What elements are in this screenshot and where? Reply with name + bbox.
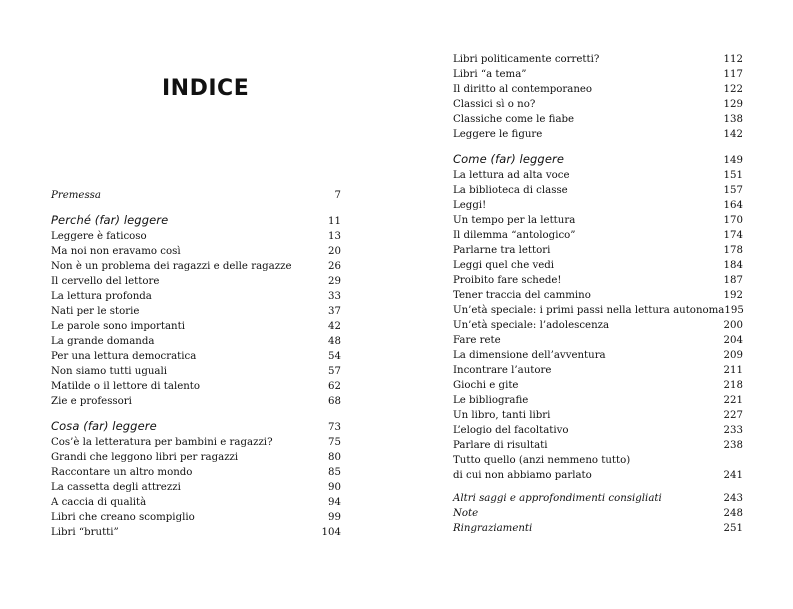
toc-entry-page: 26 [328, 261, 341, 272]
page-title: INDICE [162, 76, 250, 101]
toc-entry-page: 238 [723, 440, 743, 451]
toc-entry-multiline-second [453, 468, 743, 483]
toc-entry-page: 251 [723, 523, 743, 534]
toc-entry-page: 80 [328, 452, 341, 463]
toc-entry-label: A caccia di qualità [51, 497, 147, 508]
toc-entry-page: 29 [328, 276, 341, 287]
toc-entry [453, 288, 743, 303]
toc-entry [453, 97, 743, 112]
toc-right-column [453, 52, 743, 536]
toc-entry-label: La grande domanda [51, 336, 155, 347]
toc-entry-page: 54 [328, 351, 341, 362]
toc-entry [453, 491, 743, 506]
toc-entry [453, 506, 743, 521]
toc-entry [51, 349, 341, 364]
toc-entry-label: Libri che creano scompiglio [51, 512, 195, 523]
toc-entry [453, 82, 743, 97]
toc-entry-label: Leggere è faticoso [51, 231, 147, 242]
toc-entry [453, 363, 743, 378]
toc-entry [453, 183, 743, 198]
toc-section-label: Cosa (far) leggere [51, 419, 157, 433]
toc-entry [453, 348, 743, 363]
toc-entry-label: Classici sì o no? [453, 99, 536, 110]
toc-entry-page: 33 [328, 291, 341, 302]
toc-entry-label: Ringraziamenti [453, 523, 533, 534]
toc-entry [453, 198, 743, 213]
toc-entry [453, 228, 743, 243]
toc-entry-page: 57 [328, 366, 341, 377]
toc-entry-page: 218 [723, 380, 743, 391]
toc-entry-label: Un tempo per la lettura [453, 215, 576, 226]
toc-entry [453, 303, 743, 318]
toc-entry-label: Parlare di risultati [453, 440, 548, 451]
toc-entry-page: 178 [723, 245, 743, 256]
toc-entry-page: 200 [723, 320, 743, 331]
toc-entry-label: La biblioteca di classe [453, 185, 568, 196]
toc-entry-label: Note [453, 508, 479, 519]
toc-entry [51, 450, 341, 465]
toc-entry-page: 94 [328, 497, 341, 508]
toc-entry-page: 142 [723, 129, 743, 140]
toc-entry-page: 99 [328, 512, 341, 523]
toc-entry [51, 525, 341, 540]
toc-entry [453, 67, 743, 82]
toc-entry-page: 37 [328, 306, 341, 317]
toc-entry [453, 438, 743, 453]
toc-entry-page: 192 [723, 290, 743, 301]
toc-entry-label: Raccontare un altro mondo [51, 467, 193, 478]
toc-entry-label: Leggi! [453, 200, 487, 211]
toc-entry-page: 211 [723, 365, 743, 376]
toc-entry [453, 378, 743, 393]
toc-entry-label: Leggere le figure [453, 129, 543, 140]
toc-entry [51, 259, 341, 274]
toc-section-come [453, 150, 743, 168]
toc-entry-label: Libri “brutti” [51, 527, 119, 538]
toc-section-perche [51, 211, 341, 229]
toc-entry-label: Non siamo tutti uguali [51, 366, 168, 377]
toc-entry-page: 209 [723, 350, 743, 361]
toc-entry-label: Il diritto al contemporaneo [453, 84, 593, 95]
toc-entry-label: La lettura ad alta voce [453, 170, 570, 181]
toc-entry-label: Incontrare l’autore [453, 365, 552, 376]
toc-section-page: 149 [723, 155, 743, 166]
toc-entry-label: Parlarne tra lettori [453, 245, 551, 256]
toc-entry-label: Giochi e gite [453, 380, 519, 391]
toc-entry-page: 174 [723, 230, 743, 241]
toc-entry-page: 233 [723, 425, 743, 436]
toc-entry [51, 334, 341, 349]
toc-entry [51, 510, 341, 525]
toc-entry [453, 168, 743, 183]
toc-entry-label: Le parole sono importanti [51, 321, 185, 332]
toc-entry-label: Il dilemma “antologico” [453, 230, 576, 241]
toc-entry [453, 318, 743, 333]
toc-entry-label: Grandi che leggono libri per ragazzi [51, 452, 239, 463]
toc-entry [51, 229, 341, 244]
toc-entry-label: L’elogio del facoltativo [453, 425, 569, 436]
toc-entry-label: Tener traccia del cammino [453, 290, 591, 301]
toc-entry-page: 138 [723, 114, 743, 125]
toc-entry [453, 127, 743, 142]
toc-entry-label: La dimensione dell’avventura [453, 350, 606, 361]
toc-entry [51, 289, 341, 304]
toc-entry-label: Premessa [51, 190, 101, 201]
toc-entry [51, 379, 341, 394]
toc-entry-page: 227 [723, 410, 743, 421]
toc-entry [51, 244, 341, 259]
toc-entry-page: 13 [328, 231, 341, 242]
toc-section-cosa [51, 417, 341, 435]
toc-entry [453, 333, 743, 348]
toc-entry-label: Leggi quel che vedi [453, 260, 555, 271]
toc-entry-label: Libri politicamente corretti? [453, 54, 600, 65]
toc-entry-page: 195 [724, 305, 744, 316]
toc-entry [453, 243, 743, 258]
toc-entry [51, 364, 341, 379]
toc-entry-label: Ma noi non eravamo così [51, 246, 181, 257]
toc-entry-page: 42 [328, 321, 341, 332]
toc-entry-page: 243 [723, 493, 743, 504]
toc-entry [453, 273, 743, 288]
toc-entry-label: La cassetta degli attrezzi [51, 482, 181, 493]
toc-entry-label: di cui non abbiamo parlato [453, 470, 592, 481]
toc-entry-label: Nati per le storie [51, 306, 140, 317]
toc-entry-page: 164 [723, 200, 743, 211]
toc-entry-label: Cos’è la letteratura per bambini e ragazzi? [51, 437, 273, 448]
toc-entry-page: 170 [723, 215, 743, 226]
toc-entry-page: 75 [328, 437, 341, 448]
toc-entry-page: 117 [723, 69, 743, 80]
toc-entry-label: Per una lettura democratica [51, 351, 197, 362]
toc-entry [453, 52, 743, 67]
toc-entry [51, 480, 341, 495]
toc-entry-page: 204 [723, 335, 743, 346]
toc-entry [51, 319, 341, 334]
toc-entry-label: Classiche come le fiabe [453, 114, 575, 125]
toc-entry-page: 184 [723, 260, 743, 271]
toc-entry-label: Libri “a tema” [453, 69, 527, 80]
toc-entry-premessa [51, 188, 341, 203]
toc-entry [51, 495, 341, 510]
toc-entry-label: Un libro, tanti libri [453, 410, 551, 421]
toc-entry [453, 521, 743, 536]
toc-entry-label: Zie e professori [51, 396, 132, 407]
toc-entry-page: 157 [723, 185, 743, 196]
toc-entry-label: Un’età speciale: i primi passi nella lettura autonoma [453, 305, 725, 316]
toc-entry-page: 241 [723, 470, 743, 481]
toc-entry-label: Proibito fare schede! [453, 275, 562, 286]
toc-entry-page: 122 [723, 84, 743, 95]
toc-entry-page: 7 [334, 190, 341, 201]
toc-entry [51, 435, 341, 450]
toc-entry [453, 423, 743, 438]
toc-entry-label: Fare rete [453, 335, 501, 346]
toc-entry [453, 408, 743, 423]
toc-entry-page: 68 [328, 396, 341, 407]
toc-entry-label: Non è un problema dei ragazzi e delle ragazze [51, 261, 292, 272]
toc-entry-label: La lettura profonda [51, 291, 152, 302]
toc-entry-page: 112 [723, 54, 743, 65]
toc-entry-page: 104 [321, 527, 341, 538]
toc-entry [453, 112, 743, 127]
toc-entry [51, 394, 341, 409]
toc-section-label: Come (far) leggere [453, 152, 564, 166]
toc-entry-label: Matilde o il lettore di talento [51, 381, 201, 392]
toc-entry [453, 258, 743, 273]
toc-entry-label: Il cervello del lettore [51, 276, 160, 287]
toc-entry-page: 151 [723, 170, 743, 181]
toc-section-label: Perché (far) leggere [51, 213, 169, 227]
toc-entry [51, 465, 341, 480]
toc-entry-page: 85 [328, 467, 341, 478]
toc-entry-page: 248 [723, 508, 743, 519]
toc-entry-multiline-first [453, 453, 743, 468]
toc-section-page: 11 [328, 216, 341, 227]
toc-entry-label: Altri saggi e approfondimenti consigliati [453, 493, 662, 504]
toc-entry [51, 304, 341, 319]
toc-entry-page: 62 [328, 381, 341, 392]
toc-entry-label: Tutto quello (anzi nemmeno tutto) [453, 455, 631, 466]
toc-entry-page: 48 [328, 336, 341, 347]
toc-entry-page: 221 [723, 395, 743, 406]
toc-section-page: 73 [328, 422, 341, 433]
toc-entry-page: 20 [328, 246, 341, 257]
toc-entry-page: 187 [723, 275, 743, 286]
toc-entry-label: Le bibliografie [453, 395, 529, 406]
toc-entry-label: Un’età speciale: l’adolescenza [453, 320, 610, 331]
toc-entry [51, 274, 341, 289]
toc-entry-page: 90 [328, 482, 341, 493]
toc-entry [453, 213, 743, 228]
toc-entry [453, 393, 743, 408]
toc-left-column [51, 188, 341, 540]
toc-entry-page: 129 [723, 99, 743, 110]
